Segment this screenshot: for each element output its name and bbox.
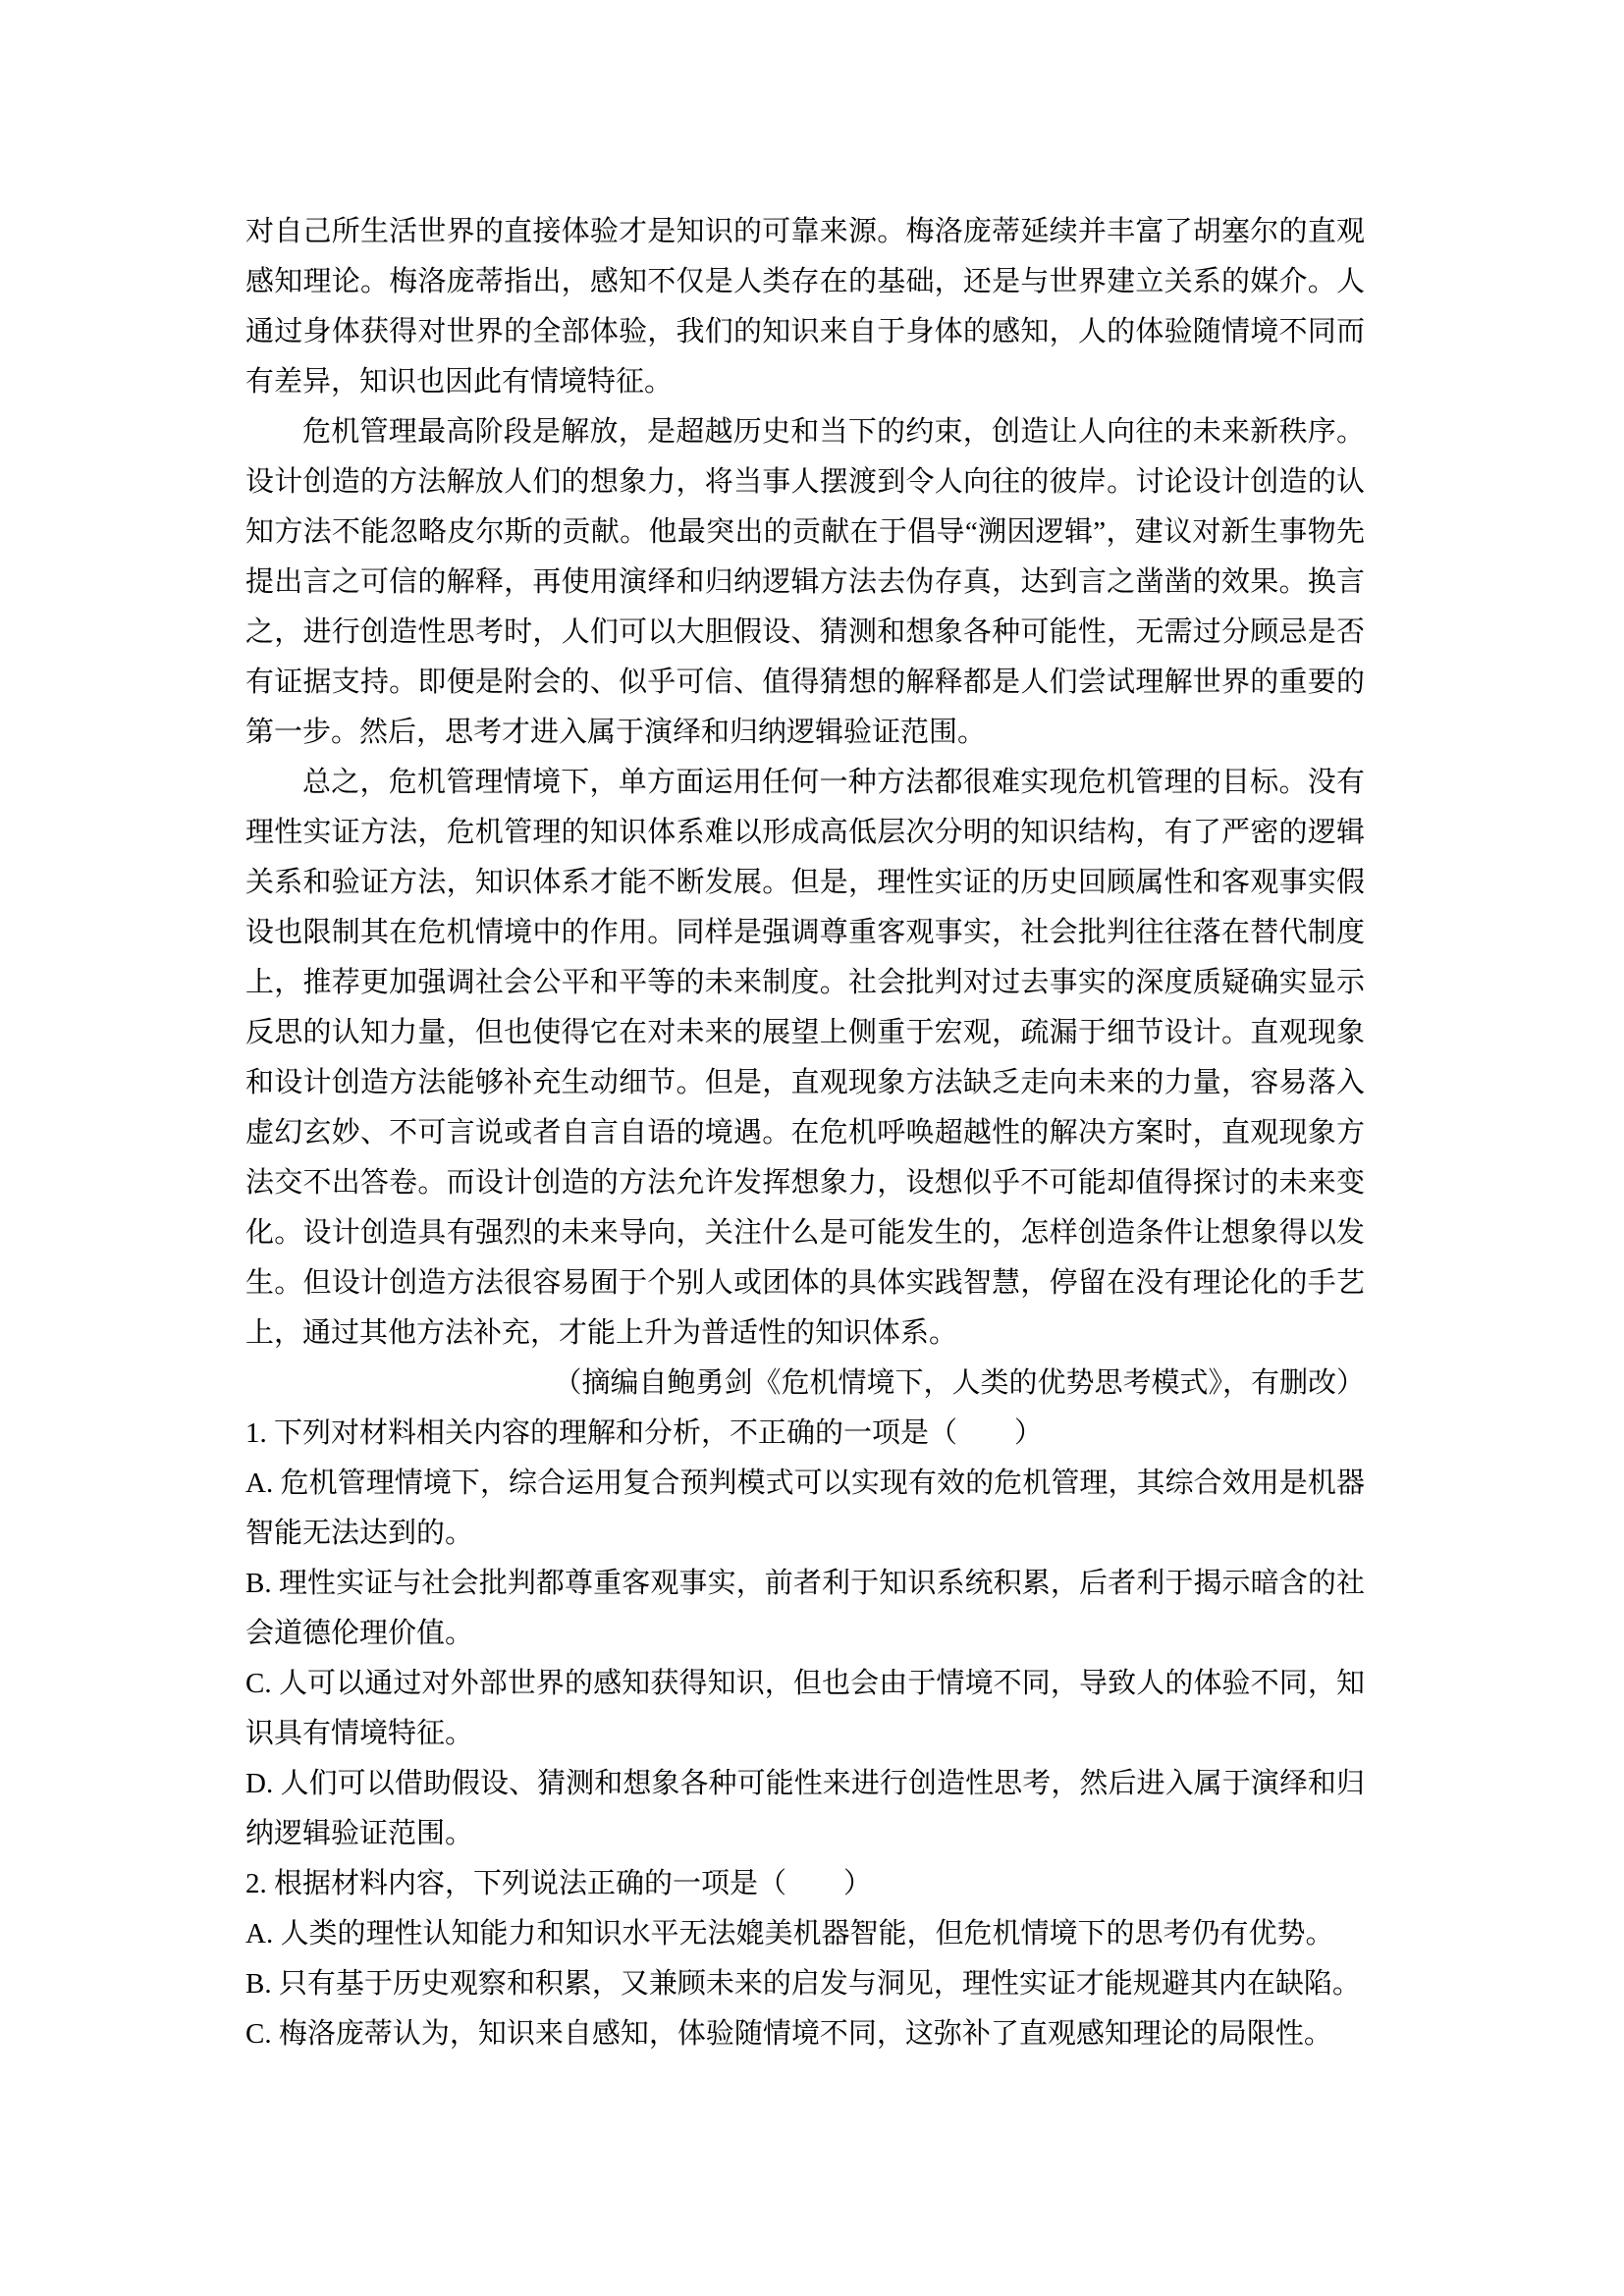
question-2-stem: 2. 根据材料内容，下列说法正确的一项是（ ） xyxy=(245,1868,873,1899)
question-1-option-b: B. 理性实证与社会批判都尊重客观事实，前者利于知识系统积累，后者利于揭示暗含的社会道德伦理价值。 xyxy=(245,1568,1365,1649)
document-text-block xyxy=(245,207,1365,2059)
question-1-stem: 1. 下列对材料相关内容的理解和分析，不正确的一项是（ ） xyxy=(245,1417,1044,1449)
question-1-option-a: A. 危机管理情境下，综合运用复合预判模式可以实现有效的危机管理，其综合效用是机器智能无法达到的。 xyxy=(245,1468,1365,1549)
citation-line: （摘编自鲍勇剑《危机情境下，人类的优势思考模式》，有删改） xyxy=(553,1367,1365,1399)
question-2-option-b: B. 只有基于历史观察和积累，又兼顾未来的启发与洞见，理性实证才能规避其内在缺陷。 xyxy=(245,1968,1361,2000)
question-1-option-d: D. 人们可以借助假设、猜测和想象各种可能性来进行创造性思考，然后进入属于演绎和归纳逻辑验证范围。 xyxy=(245,1768,1365,1849)
question-2-option-c: C. 梅洛庞蒂认为，知识来自感知，体验随情境不同，这弥补了直观感知理论的局限性。 xyxy=(245,2018,1332,2050)
body-paragraph-3: 总之，危机管理情境下，单方面运用任何一种方法都很难实现危机管理的目标。没有理性实证方法，危机管理的知识体系难以形成高低层次分明的知识结构，有了严密的逻辑关系和验证方法，知识体系才能不断发展。但是，理性实证的历史回顾属性和客观事实假设也限制其在危机情境中的作用。同样是强调尊重客观事实，社会批判往往落在替代制度上，推荐更加强调社会公平和平等的未来制度。社会批判对过去事实的深度质疑确实显示反思的认知力量，但也使得它在对未来的展望上侧重于宏观，疏漏于细节设计。直观现象和设计创造方法能够补充生动细节。但是，直观现象方法缺乏走向未来的力量，容易落入虚幻玄妙、不可言说或者自言自语的境遇。在危机呼唤超越性的解决方案时，直观现象方法交不出答卷。而设计创造的方法允许发挥想象力，设想似乎不可能却值得探讨的未来变化。设计创造具有强烈的未来导向，关注什么是可能发生的，怎样创造条件让想象得以发生。但设计创造方法很容易囿于个别人或团体的具体实践智慧，停留在没有理论化的手艺上，通过其他方法补充，才能上升为普适性的知识体系。 xyxy=(245,767,1365,1349)
question-2-option-a: A. 人类的理性认知能力和知识水平无法媲美机器智能，但危机情境下的思考仍有优势。 xyxy=(245,1918,1334,1949)
question-1-option-c: C. 人可以通过对外部世界的感知获得知识，但也会由于情境不同，导致人的体验不同，知识具有情境特征。 xyxy=(245,1668,1365,1749)
body-paragraph-2: 危机管理最高阶段是解放，是超越历史和当下的约束，创造让人向往的未来新秩序。设计创造的方法解放人们的想象力，将当事人摆渡到令人向往的彼岸。讨论设计创造的认知方法不能忽略皮尔斯的贡献。他最突出的贡献在于倡导“溯因逻辑”，建议对新生事物先提出言之可信的解释，再使用演绎和归纳逻辑方法去伪存真，达到言之凿凿的效果。换言之，进行创造性思考时，人们可以大胆假设、猜测和想象各种可能性，无需过分顾忌是否有证据支持。即便是附会的、似乎可信、值得猜想的解释都是人们尝试理解世界的重要的第一步。然后，思考才进入属于演绎和归纳逻辑验证范围。 xyxy=(245,416,1365,748)
body-paragraph-1: 对自己所生活世界的直接体验才是知识的可靠来源。梅洛庞蒂延续并丰富了胡塞尔的直观感知理论。梅洛庞蒂指出，感知不仅是人类存在的基础，还是与世界建立关系的媒介。人通过身体获得对世界的全部体验，我们的知识来自于身体的感知，人的体验随情境不同而有差异，知识也因此有情境特征。 xyxy=(245,216,1365,398)
